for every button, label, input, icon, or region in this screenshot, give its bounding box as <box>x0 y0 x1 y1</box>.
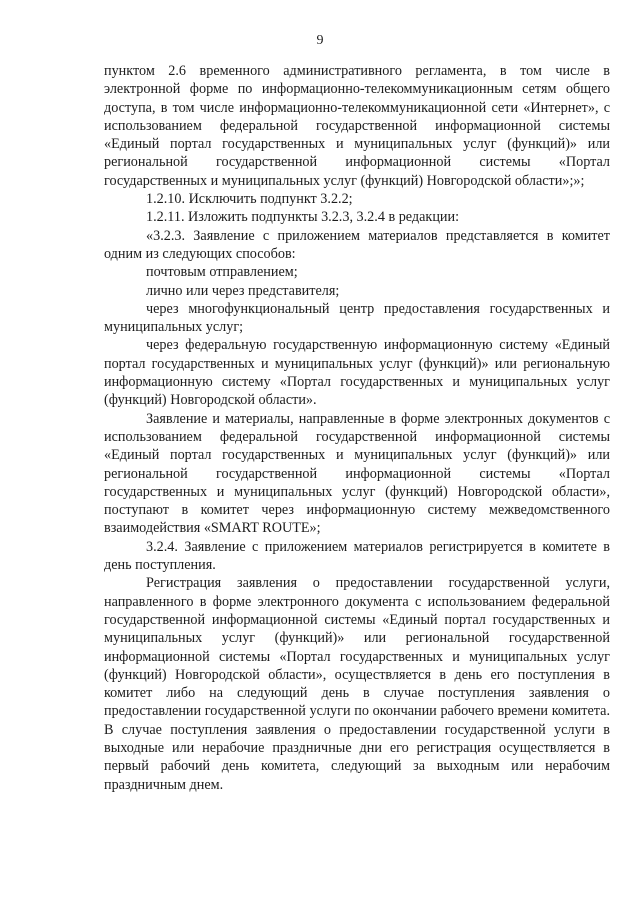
paragraph: пунктом 2.6 временного административного регламента, в том числе в электронной форме по информационно-телекоммуникационным сетям общего доступа, в том числе информационно-телекоммуникационной сети «Интернет», с использованием федеральной государственной информационной системы «Единый портал государственных и муниципальных услуг (функций)» или региональной государственной информационной системы «Портал государственных и муниципальных услуг (функций) Новгородской области»;»; <box>104 63 610 189</box>
paragraph: 1.2.10. Исключить подпункт 3.2.2; <box>146 191 353 208</box>
paragraph: через многофункциональный центр предоставления государственных и муниципальных услуг; <box>104 300 610 336</box>
document-body <box>104 62 610 794</box>
paragraph: почтовым отправлением; <box>146 264 298 281</box>
paragraph: Заявление и материалы, направленные в форме электронных документов с использованием федеральной государственной информационной системы «Единый портал государственных и муниципальных услуг (функций)» или региональной государственной информационной системы «Портал государственных и муниципальных услуг (функций) Новгородской области», поступают в комитет через информационную систему межведомственного взаимодействия «SMART ROUTE»; <box>104 410 610 537</box>
paragraph: 3.2.4. Заявление с приложением материалов регистрируется в комитете в день поступления. <box>104 538 610 574</box>
paragraph: 1.2.11. Изложить подпункты 3.2.3, 3.2.4 в редакции: <box>146 209 460 226</box>
paragraph: через федеральную государственную информационную систему «Единый портал государственных и муниципальных услуг (функций)» или региональную информационную систему «Портал государственных и муниципальных услуг (функций) Новгородской области». <box>104 337 610 409</box>
page-number: 9 <box>316 33 324 48</box>
paragraph: Регистрация заявления о предоставлении государственной услуги, направленного в форме электронного документа с использованием федеральной государственной информационной системы «Единый портал государственных и муниципальных услуг (функций)» или региональной государственной информационной системы «Портал государственных и муниципальных услуг (функций) Новгородской области», осуществляется в день его поступления в комитет либо на следующий день в случае поступления заявления о предоставлении государственной услуги по окончании рабочего времени комитета. В случае поступления заявления о предоставлении государственной услуги в выходные или нерабочие праздничные дни его регистрация осуществляется в первый рабочий день комитета, следующий за выходным или нерабочим праздничным днем. <box>104 575 610 793</box>
paragraph: «3.2.3. Заявление с приложением материалов представляется в комитет одним из следующих способов: <box>104 227 610 262</box>
paragraph: лично или через представителя; <box>146 282 340 299</box>
